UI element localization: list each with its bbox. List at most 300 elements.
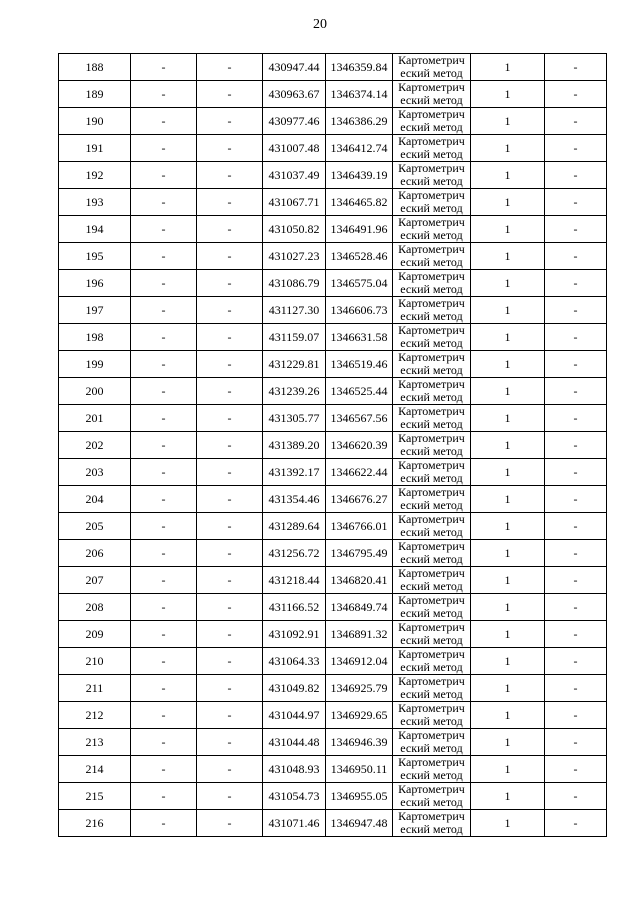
point-number-cell: 213	[59, 729, 131, 756]
coordinates-table	[58, 53, 607, 837]
x-coordinate-cell: 430947.44	[263, 54, 326, 81]
y-coordinate-cell: 1346766.01	[326, 513, 393, 540]
point-number-cell: 192	[59, 162, 131, 189]
old-y-cell: -	[197, 810, 263, 837]
old-y-cell: -	[197, 378, 263, 405]
note-cell: -	[545, 324, 607, 351]
accuracy-cell: 1	[471, 432, 545, 459]
x-coordinate-cell: 431218.44	[263, 567, 326, 594]
table-row	[59, 459, 607, 486]
y-coordinate-cell: 1346946.39	[326, 729, 393, 756]
method-text-line1: Картометрич	[398, 107, 465, 121]
y-coordinate-cell: 1346631.58	[326, 324, 393, 351]
old-x-cell: -	[131, 702, 197, 729]
x-coordinate-cell: 431166.52	[263, 594, 326, 621]
method-cell	[393, 783, 471, 810]
method-text-line1: Картометрич	[398, 53, 465, 67]
note-cell: -	[545, 621, 607, 648]
x-coordinate-cell: 431256.72	[263, 540, 326, 567]
method-text-line1: Картометрич	[398, 701, 465, 715]
x-coordinate-cell: 431239.26	[263, 378, 326, 405]
old-x-cell: -	[131, 432, 197, 459]
point-number-cell: 189	[59, 81, 131, 108]
method-cell	[393, 567, 471, 594]
old-y-cell: -	[197, 756, 263, 783]
table-row	[59, 54, 607, 81]
method-cell	[393, 621, 471, 648]
x-coordinate-cell: 431007.48	[263, 135, 326, 162]
note-cell: -	[545, 540, 607, 567]
y-coordinate-cell: 1346795.49	[326, 540, 393, 567]
table-row	[59, 81, 607, 108]
method-text-line1: Картометрич	[398, 728, 465, 742]
method-cell	[393, 756, 471, 783]
method-cell	[393, 108, 471, 135]
note-cell: -	[545, 486, 607, 513]
method-text-line2: еский метод	[400, 363, 463, 377]
y-coordinate-cell: 1346929.65	[326, 702, 393, 729]
old-y-cell: -	[197, 594, 263, 621]
old-x-cell: -	[131, 729, 197, 756]
point-number-cell: 200	[59, 378, 131, 405]
old-x-cell: -	[131, 675, 197, 702]
table-row	[59, 243, 607, 270]
method-text-line2: еский метод	[400, 714, 463, 728]
note-cell: -	[545, 810, 607, 837]
point-number-cell: 205	[59, 513, 131, 540]
old-y-cell: -	[197, 783, 263, 810]
old-x-cell: -	[131, 648, 197, 675]
method-text-line1: Картометрич	[398, 755, 465, 769]
point-number-cell: 188	[59, 54, 131, 81]
table-row	[59, 540, 607, 567]
y-coordinate-cell: 1346950.11	[326, 756, 393, 783]
method-text-line2: еский метод	[400, 417, 463, 431]
y-coordinate-cell: 1346622.44	[326, 459, 393, 486]
y-coordinate-cell: 1346606.73	[326, 297, 393, 324]
y-coordinate-cell: 1346465.82	[326, 189, 393, 216]
note-cell: -	[545, 162, 607, 189]
note-cell: -	[545, 351, 607, 378]
point-number-cell: 215	[59, 783, 131, 810]
x-coordinate-cell: 431027.23	[263, 243, 326, 270]
method-cell	[393, 54, 471, 81]
old-x-cell: -	[131, 351, 197, 378]
method-text-line1: Картометрич	[398, 215, 465, 229]
old-y-cell: -	[197, 405, 263, 432]
method-text-line1: Картометрич	[398, 404, 465, 418]
method-text-line2: еский метод	[400, 255, 463, 269]
point-number-cell: 211	[59, 675, 131, 702]
method-cell	[393, 162, 471, 189]
table-row	[59, 648, 607, 675]
method-text-line2: еский метод	[400, 282, 463, 296]
old-y-cell: -	[197, 648, 263, 675]
point-number-cell: 190	[59, 108, 131, 135]
method-text-line2: еский метод	[400, 444, 463, 458]
point-number-cell: 196	[59, 270, 131, 297]
old-x-cell: -	[131, 324, 197, 351]
accuracy-cell: 1	[471, 702, 545, 729]
old-x-cell: -	[131, 108, 197, 135]
table-row	[59, 567, 607, 594]
x-coordinate-cell: 431229.81	[263, 351, 326, 378]
table-row	[59, 432, 607, 459]
coordinates-table-body	[59, 54, 607, 837]
accuracy-cell: 1	[471, 486, 545, 513]
note-cell: -	[545, 783, 607, 810]
y-coordinate-cell: 1346891.32	[326, 621, 393, 648]
y-coordinate-cell: 1346575.04	[326, 270, 393, 297]
table-row	[59, 270, 607, 297]
note-cell: -	[545, 459, 607, 486]
x-coordinate-cell: 431071.46	[263, 810, 326, 837]
y-coordinate-cell: 1346412.74	[326, 135, 393, 162]
point-number-cell: 197	[59, 297, 131, 324]
note-cell: -	[545, 216, 607, 243]
method-text-line1: Картометрич	[398, 80, 465, 94]
accuracy-cell: 1	[471, 648, 545, 675]
x-coordinate-cell: 431049.82	[263, 675, 326, 702]
method-text-line1: Картометрич	[398, 431, 465, 445]
note-cell: -	[545, 729, 607, 756]
y-coordinate-cell: 1346567.56	[326, 405, 393, 432]
method-cell	[393, 432, 471, 459]
method-text-line1: Картометрич	[398, 323, 465, 337]
old-y-cell: -	[197, 675, 263, 702]
note-cell: -	[545, 135, 607, 162]
method-text-line1: Картометрич	[398, 593, 465, 607]
x-coordinate-cell: 431054.73	[263, 783, 326, 810]
point-number-cell: 195	[59, 243, 131, 270]
note-cell: -	[545, 567, 607, 594]
method-text-line2: еский метод	[400, 579, 463, 593]
method-cell	[393, 351, 471, 378]
accuracy-cell: 1	[471, 270, 545, 297]
method-text-line1: Картометрич	[398, 161, 465, 175]
note-cell: -	[545, 378, 607, 405]
table-row	[59, 594, 607, 621]
old-y-cell: -	[197, 189, 263, 216]
method-text-line1: Картометрич	[398, 512, 465, 526]
method-text-line2: еский метод	[400, 120, 463, 134]
table-row	[59, 297, 607, 324]
table-row	[59, 756, 607, 783]
note-cell: -	[545, 432, 607, 459]
old-y-cell: -	[197, 567, 263, 594]
old-x-cell: -	[131, 135, 197, 162]
method-text-line2: еский метод	[400, 741, 463, 755]
method-text-line1: Картометрич	[398, 809, 465, 823]
table-row	[59, 378, 607, 405]
method-cell	[393, 513, 471, 540]
accuracy-cell: 1	[471, 567, 545, 594]
y-coordinate-cell: 1346491.96	[326, 216, 393, 243]
x-coordinate-cell: 431050.82	[263, 216, 326, 243]
method-text-line1: Картометрич	[398, 620, 465, 634]
accuracy-cell: 1	[471, 81, 545, 108]
old-y-cell: -	[197, 162, 263, 189]
y-coordinate-cell: 1346386.29	[326, 108, 393, 135]
x-coordinate-cell: 431392.17	[263, 459, 326, 486]
y-coordinate-cell: 1346676.27	[326, 486, 393, 513]
accuracy-cell: 1	[471, 297, 545, 324]
method-text-line1: Картометрич	[398, 188, 465, 202]
table-row	[59, 621, 607, 648]
x-coordinate-cell: 431048.93	[263, 756, 326, 783]
point-number-cell: 210	[59, 648, 131, 675]
accuracy-cell: 1	[471, 783, 545, 810]
method-text-line1: Картометрич	[398, 485, 465, 499]
accuracy-cell: 1	[471, 675, 545, 702]
old-x-cell: -	[131, 189, 197, 216]
accuracy-cell: 1	[471, 135, 545, 162]
method-text-line1: Картометрич	[398, 377, 465, 391]
accuracy-cell: 1	[471, 324, 545, 351]
method-text-line1: Картометрич	[398, 350, 465, 364]
y-coordinate-cell: 1346849.74	[326, 594, 393, 621]
old-y-cell: -	[197, 54, 263, 81]
note-cell: -	[545, 297, 607, 324]
old-y-cell: -	[197, 432, 263, 459]
table-row	[59, 405, 607, 432]
point-number-cell: 202	[59, 432, 131, 459]
method-text-line2: еский метод	[400, 471, 463, 485]
method-cell	[393, 405, 471, 432]
table-row	[59, 189, 607, 216]
old-y-cell: -	[197, 243, 263, 270]
accuracy-cell: 1	[471, 351, 545, 378]
point-number-cell: 194	[59, 216, 131, 243]
method-cell	[393, 135, 471, 162]
method-text-line2: еский метод	[400, 633, 463, 647]
method-text-line2: еский метод	[400, 228, 463, 242]
old-y-cell: -	[197, 135, 263, 162]
table-row	[59, 513, 607, 540]
method-text-line2: еский метод	[400, 822, 463, 836]
table-row	[59, 675, 607, 702]
note-cell: -	[545, 189, 607, 216]
x-coordinate-cell: 431354.46	[263, 486, 326, 513]
point-number-cell: 201	[59, 405, 131, 432]
method-cell	[393, 81, 471, 108]
old-y-cell: -	[197, 324, 263, 351]
old-x-cell: -	[131, 216, 197, 243]
point-number-cell: 209	[59, 621, 131, 648]
old-y-cell: -	[197, 540, 263, 567]
old-x-cell: -	[131, 513, 197, 540]
y-coordinate-cell: 1346528.46	[326, 243, 393, 270]
old-x-cell: -	[131, 297, 197, 324]
old-y-cell: -	[197, 81, 263, 108]
method-text-line2: еский метод	[400, 606, 463, 620]
old-y-cell: -	[197, 621, 263, 648]
old-x-cell: -	[131, 243, 197, 270]
note-cell: -	[545, 81, 607, 108]
point-number-cell: 208	[59, 594, 131, 621]
accuracy-cell: 1	[471, 378, 545, 405]
old-x-cell: -	[131, 783, 197, 810]
table-row	[59, 162, 607, 189]
method-text-line1: Картометрич	[398, 134, 465, 148]
method-cell	[393, 594, 471, 621]
y-coordinate-cell: 1346925.79	[326, 675, 393, 702]
old-y-cell: -	[197, 729, 263, 756]
method-cell	[393, 378, 471, 405]
old-x-cell: -	[131, 540, 197, 567]
page-number: 20	[313, 17, 327, 32]
table-row	[59, 216, 607, 243]
point-number-cell: 198	[59, 324, 131, 351]
accuracy-cell: 1	[471, 216, 545, 243]
point-number-cell: 203	[59, 459, 131, 486]
point-number-cell: 206	[59, 540, 131, 567]
accuracy-cell: 1	[471, 810, 545, 837]
old-y-cell: -	[197, 351, 263, 378]
table-row	[59, 351, 607, 378]
accuracy-cell: 1	[471, 729, 545, 756]
note-cell: -	[545, 648, 607, 675]
table-row	[59, 135, 607, 162]
method-text-line2: еский метод	[400, 660, 463, 674]
note-cell: -	[545, 594, 607, 621]
note-cell: -	[545, 756, 607, 783]
point-number-cell: 191	[59, 135, 131, 162]
method-text-line2: еский метод	[400, 201, 463, 215]
method-text-line2: еский метод	[400, 147, 463, 161]
table-row	[59, 108, 607, 135]
old-y-cell: -	[197, 216, 263, 243]
note-cell: -	[545, 270, 607, 297]
point-number-cell: 204	[59, 486, 131, 513]
old-y-cell: -	[197, 513, 263, 540]
x-coordinate-cell: 431067.71	[263, 189, 326, 216]
old-y-cell: -	[197, 459, 263, 486]
method-cell	[393, 270, 471, 297]
old-x-cell: -	[131, 459, 197, 486]
note-cell: -	[545, 108, 607, 135]
note-cell: -	[545, 513, 607, 540]
accuracy-cell: 1	[471, 756, 545, 783]
point-number-cell: 212	[59, 702, 131, 729]
y-coordinate-cell: 1346374.14	[326, 81, 393, 108]
old-x-cell: -	[131, 81, 197, 108]
accuracy-cell: 1	[471, 162, 545, 189]
x-coordinate-cell: 431086.79	[263, 270, 326, 297]
method-cell	[393, 810, 471, 837]
method-text-line2: еский метод	[400, 336, 463, 350]
y-coordinate-cell: 1346519.46	[326, 351, 393, 378]
method-cell	[393, 648, 471, 675]
accuracy-cell: 1	[471, 513, 545, 540]
method-cell	[393, 540, 471, 567]
table-row	[59, 783, 607, 810]
x-coordinate-cell: 430977.46	[263, 108, 326, 135]
accuracy-cell: 1	[471, 405, 545, 432]
method-text-line1: Картометрич	[398, 458, 465, 472]
table-row	[59, 729, 607, 756]
table-row	[59, 324, 607, 351]
accuracy-cell: 1	[471, 459, 545, 486]
method-text-line2: еский метод	[400, 498, 463, 512]
method-text-line2: еский метод	[400, 390, 463, 404]
y-coordinate-cell: 1346620.39	[326, 432, 393, 459]
x-coordinate-cell: 431389.20	[263, 432, 326, 459]
method-cell	[393, 702, 471, 729]
method-cell	[393, 189, 471, 216]
method-cell	[393, 486, 471, 513]
x-coordinate-cell: 431044.48	[263, 729, 326, 756]
method-text-line2: еский метод	[400, 93, 463, 107]
method-cell	[393, 243, 471, 270]
table-row	[59, 810, 607, 837]
accuracy-cell: 1	[471, 243, 545, 270]
method-text-line2: еский метод	[400, 309, 463, 323]
method-cell	[393, 729, 471, 756]
method-text-line1: Картометрич	[398, 269, 465, 283]
old-x-cell: -	[131, 162, 197, 189]
method-text-line2: еский метод	[400, 174, 463, 188]
table-row	[59, 486, 607, 513]
old-x-cell: -	[131, 594, 197, 621]
old-x-cell: -	[131, 567, 197, 594]
method-text-line2: еский метод	[400, 768, 463, 782]
x-coordinate-cell: 431159.07	[263, 324, 326, 351]
old-x-cell: -	[131, 378, 197, 405]
note-cell: -	[545, 702, 607, 729]
method-cell	[393, 216, 471, 243]
x-coordinate-cell: 431037.49	[263, 162, 326, 189]
method-text-line2: еский метод	[400, 552, 463, 566]
method-text-line1: Картометрич	[398, 242, 465, 256]
point-number-cell: 214	[59, 756, 131, 783]
point-number-cell: 207	[59, 567, 131, 594]
accuracy-cell: 1	[471, 594, 545, 621]
old-y-cell: -	[197, 486, 263, 513]
x-coordinate-cell: 431044.97	[263, 702, 326, 729]
old-x-cell: -	[131, 405, 197, 432]
method-cell	[393, 459, 471, 486]
y-coordinate-cell: 1346947.48	[326, 810, 393, 837]
point-number-cell: 216	[59, 810, 131, 837]
old-y-cell: -	[197, 702, 263, 729]
old-y-cell: -	[197, 108, 263, 135]
note-cell: -	[545, 243, 607, 270]
accuracy-cell: 1	[471, 108, 545, 135]
method-text-line1: Картометрич	[398, 674, 465, 688]
method-cell	[393, 324, 471, 351]
old-y-cell: -	[197, 297, 263, 324]
x-coordinate-cell: 431092.91	[263, 621, 326, 648]
note-cell: -	[545, 54, 607, 81]
y-coordinate-cell: 1346439.19	[326, 162, 393, 189]
point-number-cell: 193	[59, 189, 131, 216]
method-text-line2: еский метод	[400, 795, 463, 809]
old-y-cell: -	[197, 270, 263, 297]
x-coordinate-cell: 431289.64	[263, 513, 326, 540]
method-text-line1: Картометрич	[398, 296, 465, 310]
method-text-line1: Картометрич	[398, 566, 465, 580]
y-coordinate-cell: 1346359.84	[326, 54, 393, 81]
note-cell: -	[545, 675, 607, 702]
y-coordinate-cell: 1346525.44	[326, 378, 393, 405]
old-x-cell: -	[131, 756, 197, 783]
accuracy-cell: 1	[471, 621, 545, 648]
accuracy-cell: 1	[471, 54, 545, 81]
method-text-line2: еский метод	[400, 525, 463, 539]
point-number-cell: 199	[59, 351, 131, 378]
method-text-line2: еский метод	[400, 66, 463, 80]
